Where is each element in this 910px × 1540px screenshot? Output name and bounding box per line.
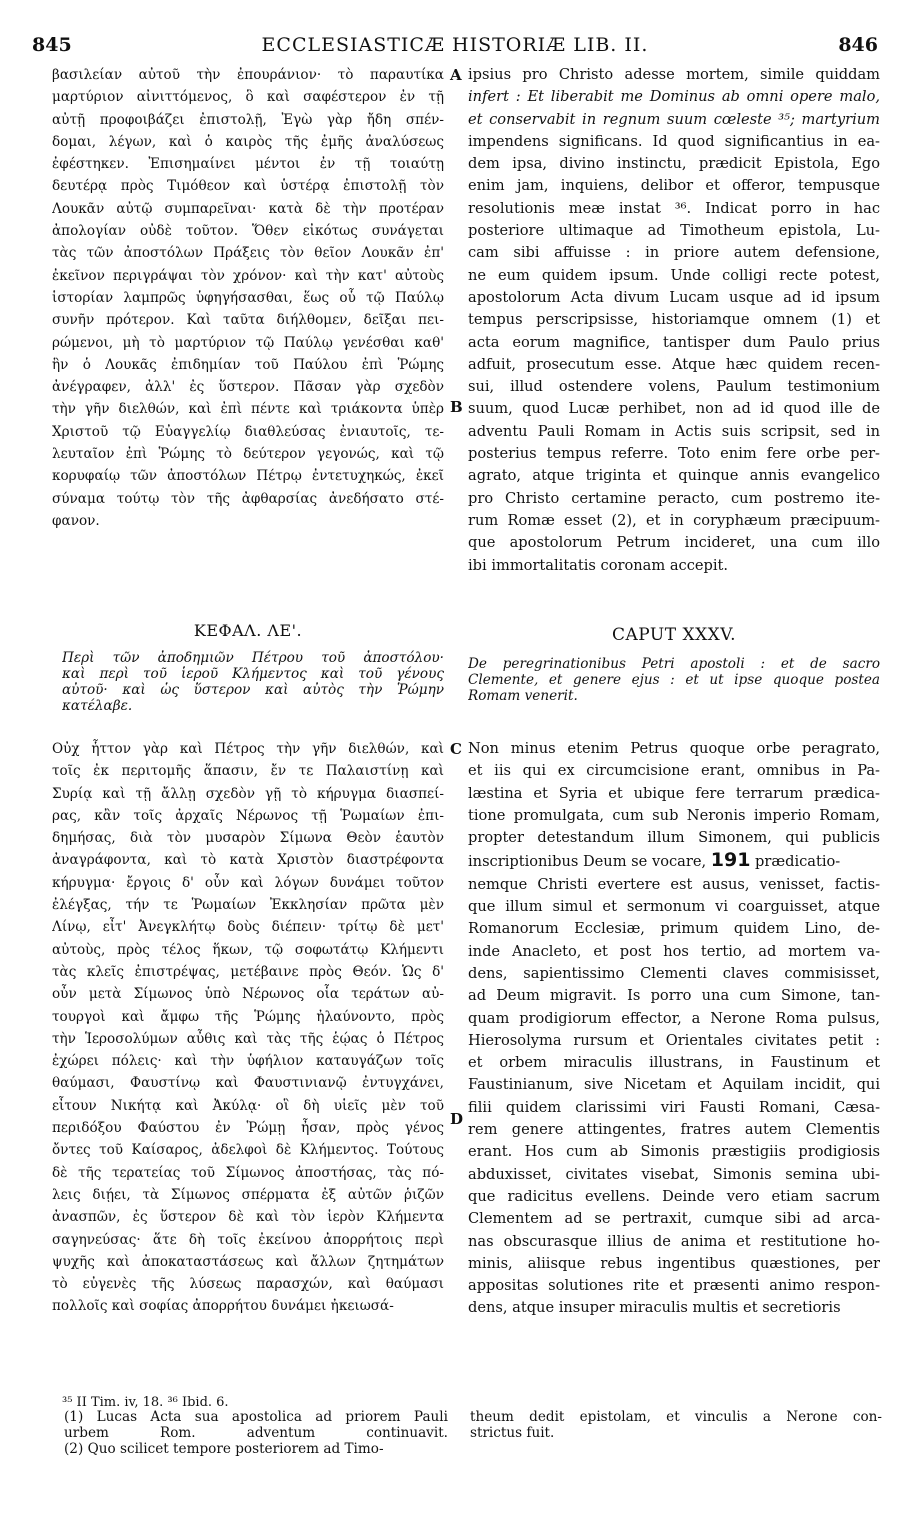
greek-top-line: Λουκᾶν αὐτῷ συμπαρεῖναι· κατὰ δὲ τὴν προτέραν [52,200,444,217]
greek-body-line: ἀναγράφοντα, καὶ τὸ κατὰ Χριστὸν διαστρέφοντα [52,852,444,869]
note-left-line: urbem Rom. adventum continuavit. [64,1425,448,1441]
greek-body-line: Συρίᾳ καὶ τῇ ἄλλῃ σχεδὸν γῇ τὸ κήρυγμα διασπεί- [52,785,444,802]
latin-body-line: Romanorum Ecclesiæ, primum quidem Lino, de- [468,920,880,938]
greek-top-line: μαρτύριον αἰνιττόμενος, ὃ καὶ σαφέστερον ἐν τῇ [52,89,444,106]
latin-top-paragraph [468,64,880,577]
running-header [32,34,878,56]
greek-body-line: ὄντες τοῦ Καίσαρος, ἀδελφοὶ δὲ Κλήμεντος. Τούτους [52,1142,444,1159]
greek-top-line: δευτέρᾳ πρὸς Τιμόθεον καὶ ὑστέρᾳ ἐπιστολῇ τὸν [52,178,444,195]
margin-mark-b: B [450,398,463,416]
greek-body-line: εἶτουν Νικήτᾳ καὶ Ἀκύλᾳ· οἳ δὴ υἱεῖς μὲν τοῦ [52,1097,444,1114]
greek-body-line: δὲ τῆς τερατείας τοῦ Σίμωνος ἀποστήσας, τὰς πό- [52,1164,444,1181]
greek-body-line: τουργοὶ καὶ ἄμφω τῆς Ῥώμης ἠλαύνοντο, πρὸς [52,1008,444,1025]
greek-body-line: περιδόξου Φαύστου ἐν Ῥώμῃ ἦσαν, πρὸς γένος [52,1120,444,1137]
margin-mark-c: C [450,740,462,758]
latin-subtitle-line: Romam venerit. [468,688,578,704]
greek-subtitle-line: καὶ περὶ τοῦ ἱεροῦ Κλήμεντος καὶ τοῦ γένους [62,666,444,682]
latin-body-line: inde Anacleto, et post hos tertio, ad mortem va- [468,942,880,960]
running-title: ECCLESIASTICÆ HISTORIÆ LIB. II. [261,34,649,56]
latin-body-line: que radicitus evellens. Deinde vero etiam sacrum [468,1187,880,1205]
latin-top-line: ibi immortalitatis coronam accepit. [468,556,729,574]
greek-top-line: κορυφαίῳ τῶν ἀποστόλων Πέτρῳ ἐντετυχηκώς, ἐκεῖ [52,468,444,485]
greek-top-line: συνῆν πρότερον. Καὶ ταῦτα διήλθομεν, δεῖξαι πει- [52,312,444,329]
latin-top-line: cam sibi affuisse : in priore autem defensione, [468,244,880,262]
latin-top-line: adfuit, prosecutum esse. Atque hæc quidem recen- [468,355,880,373]
greek-body-line: οὖν μετὰ Σίμωνος ὑπὸ Νέρωνος οἷα τεράτων αὐ- [52,986,444,1003]
greek-top-line: φανον. [52,512,100,529]
latin-top-line: ne eum quidem ipsum. Unde colligi recte potest, [468,266,880,284]
latin-top-line: que apostolorum Petrum incideret, una cum illo [468,534,880,552]
latin-body-line: erant. Hos cum ab Simonis præstigiis prodigiosis [468,1143,880,1161]
latin-top-line: tempus perscripsisse, historiamque omnem (1) et [468,311,880,329]
latin-top-line: adventu Pauli Romam in Actis suis scripsit, sed in [468,422,880,440]
latin-top-line: suum, quod Lucæ perhibet, non ad id quod ille de [468,400,880,418]
greek-body-line: θαύμασι, Φαυστίνῳ καὶ Φαυστινιανῷ ἐντυγχάνει, [52,1075,444,1092]
latin-body-line: Hierosolyma rursum et Orientales civitates petit : [468,1031,880,1049]
latin-body-line: Non minus etenim Petrus quoque orbe peragrato, [468,740,880,757]
latin-top-line: pro Christo certamine peracto, cum postremo ite- [468,489,880,507]
latin-body-line: que illum simul et sermonum vi coarguisset, atque [468,898,880,916]
greek-body-line: ρας, κἂν τοῖς ἀρχαῖς Νέρωνος τῇ Ῥωμαίων ἐπι- [52,807,444,824]
greek-top-line: ἣν ὁ Λουκᾶς ἐπιδημίαν τοῦ Παύλου ἐπὶ Ῥώμης [52,356,444,373]
latin-body-line: abduxisset, civitates visebat, Simonis semina ubi- [468,1165,880,1183]
latin-subtitle-line: De peregrinationibus Petri apostoli : et de sacro [468,656,880,672]
greek-body-line: αὐτοὺς, πρὸς τέλος ἥκων, τῷ σοφωτάτῳ Κλήμεντι [52,941,444,958]
greek-top-line: ρώμενοι, μὴ τὸ μαρτύριον τῷ Παύλῳ γενέσθαι καθ' [52,334,444,351]
latin-subtitle-line: Clemente, et genere ejus : et ut ipse quoque postea [468,672,880,688]
latin-body-line: nemque Christi evertere est ausus, venisset, factis- [468,875,880,893]
greek-top-line: ἐφέστηκεν. Ἐπισημαίνει μέντοι ἐν τῇ τοιαύτῃ [52,156,444,173]
latin-top-line: posteriore ultimaque ad Timotheum epistola, Lu- [468,222,880,240]
latin-top-line: rum Romæ esset (2), et in coryphæum præcipuum- [468,511,880,529]
latin-body-line [468,849,880,873]
greek-body-line: κήρυγμα· ἔργοις δ' οὖν καὶ λόγων δυνάμει τοῦτον [52,874,444,891]
greek-top-line: αὐτῇ προφοιβάζει ἐπιστολῇ, Ἐγὼ γὰρ ἤδη σπέν- [52,111,444,128]
latin-body-line: læstina et Syria et ubique fere terrarum prædica- [468,784,880,802]
latin-body-line: tione promulgata, cum sub Neronis imperio Romam, [468,806,880,824]
latin-top-line: agrato, atque triginta et quinque annis evangelico [468,467,880,485]
greek-top-line: τὴν γῆν διελθών, καὶ ἐπὶ πέντε καὶ τριάκοντα ὑπὲρ [52,401,444,418]
latin-body-line: nas obscurasque illius de anima et restitutione ho- [468,1232,880,1250]
greek-top-line: τὰς τῶν ἀποστόλων Πράξεις τὸν θεῖον Λουκᾶν ἐπ' [52,245,444,262]
bold-page-number: 191 [710,849,751,872]
margin-mark-d: D [450,1110,464,1128]
greek-top-paragraph [52,64,444,532]
latin-top-line: et conservabit in regnum suum cœleste ³⁵; martyrium [468,110,880,128]
latin-body-text: inscriptionibus Deum se vocare, [468,853,711,871]
page-number-left: 845 [32,34,72,56]
greek-body-line: τὰς κλεῖς ἐπιστρέψας, μετέβαινε πρὸς Θεόν. Ὡς δ' [52,963,444,980]
greek-body-line: Λίνῳ, εἶτ' Ἀνεγκλήτῳ δοὺς διέπειν· τρίτῳ δὲ μετ' [52,919,444,936]
latin-top-line: apostolorum Acta divum Lucam usque ad id ipsum [468,288,880,306]
note-left-line: (1) Lucas Acta sua apostolica ad priorem Pauli [64,1409,448,1425]
latin-top-line: enim jam, inquiens, delibor et offeror, tempusque [468,177,880,195]
greek-body-line: ἐλέγξας, τήν τε Ῥωμαίων Ἐκκλησίαν πρῶτα μὲν [52,897,444,914]
latin-top-line: posterius tempus referre. Toto enim fere orbe per- [468,445,880,463]
note-right-line: theum dedit epistolam, et vinculis a Nerone con- [470,1409,882,1425]
latin-body-text: prædicatio- [750,853,841,871]
latin-body-line: Faustinianum, sive Nicetam et Aquilam incidit, qui [468,1076,880,1094]
greek-body-line: σαγηνεύσας· ἅτε δὴ τοῖς ἐκείνου ἀπορρήτοις περὶ [52,1231,444,1248]
latin-body-line: dens, atque insuper miraculis multis et secretioris [468,1299,841,1317]
latin-body-line: rem genere attingentes, fratres autem Clementis [468,1121,880,1139]
greek-top-line: δομαι, λέγων, καὶ ὁ καιρὸς τῆς ἐμῆς ἀναλύσεως [52,133,444,150]
greek-subtitle-line: Περὶ τῶν ἀποδημιῶν Πέτρου τοῦ ἀποστόλου· [62,650,444,666]
latin-top-line: acta eorum magnifice, tantisper dum Paulo prius [468,333,880,351]
greek-body-paragraph [52,738,444,1318]
greek-body-line: πολλοῖς καὶ σοφίας ἀπορρήτου δυνάμει ἠκειωσά- [52,1298,394,1315]
latin-top-line: impendens significans. Id quod significantius in ea- [468,132,880,150]
latin-body-paragraph [468,738,880,1320]
note-right-line: strictus fuit. [470,1425,555,1441]
latin-body-line: appositas solutiones rite et præsenti animo respon- [468,1277,880,1295]
latin-top-line: sui, illud ostendere volens, Paulum testimonium [468,378,880,396]
greek-top-line: βασιλείαν αὐτοῦ τὴν ἐπουράνιον· τὸ παραυτίκα [52,67,444,83]
latin-chapter-heading: CAPUT XXXV. [611,625,736,645]
latin-body-line: quam prodigiorum effector, a Nerone Roma pulsus, [468,1009,880,1027]
greek-body-line: Οὐχ ἧττον γὰρ καὶ Πέτρος τὴν γῆν διελθών, καὶ [52,741,444,757]
latin-body-line: filii quidem clarissimi viri Fausti Romani, Cæsa- [468,1098,880,1116]
note-left-line: (2) Quo scilicet tempore posteriorem ad Timo- [64,1441,384,1457]
greek-body-line: λεις διῄει, τὰ Σίμωνος σπέρματα ἐξ αὐτῶν ῥιζῶν [52,1186,444,1203]
notes-right [470,1409,882,1441]
latin-body-line: et iis qui ex circumcisione erant, omnibus in Pa- [468,762,880,780]
latin-body-line: propter detestandum illum Simonem, qui publicis [468,829,880,847]
greek-body-line: ψυχῆς καὶ ἀποκαταστάσεως καὶ ἄλλων ζητημάτων [52,1253,444,1270]
latin-body-line: dens, sapientissimo Clementi claves commisisset, [468,964,880,982]
greek-subtitle-line: αὐτοῦ· καὶ ὡς ὕστερον καὶ αὐτὸς τὴν Ῥώμην [62,682,444,698]
greek-chapter-subtitle [62,650,444,714]
greek-chapter-heading: ΚΕΦΑΛ. ΛΕ'. [193,621,303,640]
greek-body-line: ἀνασπῶν, ἐς ὕστερον δὲ καὶ τὸν ἱερὸν Κλήμεντα [52,1209,444,1226]
latin-body-line: ad Deum migravit. Is porro una cum Simone, tan- [468,987,880,1005]
latin-body-line: minis, aliisque rebus ingentibus quæstiones, per [468,1254,880,1272]
latin-top-line: resolutionis meæ instat ³⁶. Indicat porro in hac [468,199,880,217]
footnote-references: ³⁵ II Tim. iv, 18. ³⁶ Ibid. 6. [62,1395,229,1410]
greek-top-line: Χριστοῦ τῷ Εὐαγγελίῳ διαθλεύσας ἐνιαυτοῖς, τε- [52,423,444,440]
greek-top-line: λευταῖον ἐπὶ Ῥώμης τὸ δεύτερον γεγονώς, καὶ τῷ [52,446,444,463]
greek-body-line: δημήσας, διὰ τὸν μυσαρὸν Σίμωνα Θεὸν ἑαυτὸν [52,830,444,847]
notes-left [64,1409,448,1457]
latin-chapter-subtitle [468,656,880,704]
greek-body-line: τὸ εὐγενὲς τῆς λύσεως παρασχών, καὶ θαύμασι [52,1276,444,1293]
page-number-right: 846 [838,34,878,56]
greek-body-line: τοῖς ἐκ περιτομῆς ἅπασιν, ἔν τε Παλαιστίνῃ καὶ [52,763,444,780]
greek-top-line: ἐκεῖνον περιγράψαι τὸν χρόνον· καὶ τὴν κατ' αὐτοὺς [52,267,444,284]
margin-mark-a: A [450,66,462,84]
greek-top-line: ἀπολογίαν οὐδὲ τοῦτον. Ὅθεν εἰκότως συνάγεται [52,223,444,240]
greek-top-line: ἱστορίαν λαμπρῶς ὑφηγήσασθαι, ἕως οὗ τῷ Παύλῳ [52,289,444,306]
latin-body-line: et orbem miraculis illustrans, in Faustinum et [468,1054,880,1072]
latin-body-line: Clementem ad se pertraxit, cumque sibi ad arca- [468,1210,880,1228]
greek-body-line: τὴν Ἱεροσολύμων αὖθις καὶ τὰς τῆς ἑῴας ὁ Πέτρος [52,1030,444,1047]
greek-top-line: σύναμα τούτῳ τὸν τῆς ἀφθαρσίας ἀνεδήσατο στέ- [52,490,444,507]
greek-body-line: ἐχώρει πόλεις· καὶ τὴν ὑφήλιον καταυγάζων τοῖς [52,1053,444,1070]
greek-subtitle-line: κατέλαβε. [62,698,133,714]
greek-top-line: ἀνέγραφεν, ἀλλ' ἐς ὕστερον. Πᾶσαν γὰρ σχεδὸν [52,379,444,396]
latin-top-line: dem ipsa, divino instinctu, prædicit Epistola, Ego [468,155,880,173]
latin-top-line: infert : Et liberabit me Dominus ab omni opere malo, [468,88,880,106]
latin-top-line: ipsius pro Christo adesse mortem, simile quiddam [468,66,880,83]
